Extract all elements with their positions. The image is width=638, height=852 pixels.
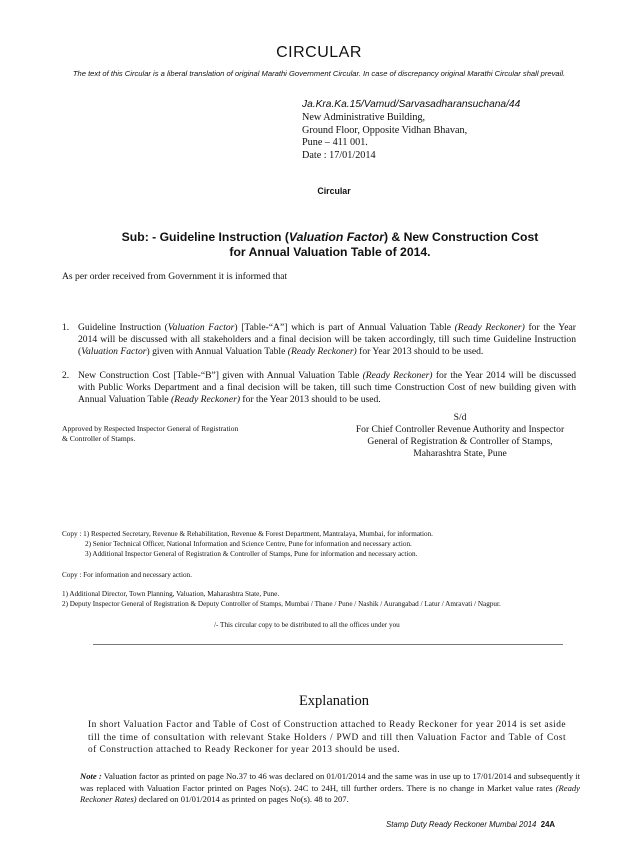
- copy-info: Copy : For information and necessary action.: [62, 571, 192, 579]
- signatory-line: General of Registration & Controller of Stamps,: [367, 436, 553, 447]
- subject-heading: [60, 230, 600, 260]
- subject-text: ) & New Construction Cost: [383, 230, 539, 244]
- explanation-text: In short Valuation Factor and Table of Cost of Construction attached to Ready Reckoner for year 2014 is set aside till the time of consultation with relevant Stake Holders / PWD and till then Valuation Factor and Table of Cost of Construction attached to Ready Reckoner for year 2013 should be used.: [88, 720, 566, 756]
- distribution-note: /- This circular copy to be distributed to all the offices under you: [214, 621, 400, 629]
- signatory-line: Maharashtra State, Pune: [413, 448, 507, 459]
- approval-note: [62, 424, 282, 444]
- copy-item: 3) Additional Inspector General of Registration & Controller of Stamps, Pune for information and necessary action.: [85, 550, 418, 559]
- recipient-item: 1) Additional Director, Town Planning, Valuation, Maharashtra State, Pune.: [62, 590, 280, 598]
- paragraph-1: [62, 322, 576, 359]
- circular-date: Date : 17/01/2014: [302, 150, 376, 162]
- paragraph-number: 2.: [62, 370, 70, 381]
- copy-item: 2) Senior Technical Officer, National Information and Science Centre, Pune for information and necessary action.: [85, 540, 412, 549]
- recipient-list: [62, 589, 582, 610]
- page-footer: [386, 820, 555, 829]
- paragraph-number: 1.: [62, 322, 70, 333]
- section-divider: [93, 644, 563, 645]
- approval-line: Approved by Respected Inspector General of Registration: [62, 424, 239, 433]
- subject-italic: Valuation Factor: [288, 230, 384, 244]
- circular-label: Circular: [317, 186, 351, 196]
- signed-mark: S/d: [453, 412, 467, 423]
- page-number: 24A: [540, 820, 556, 829]
- intro-text: As per order received from Government it is informed that: [62, 271, 288, 282]
- recipient-item: 2) Deputy Inspector General of Registration & Deputy Controller of Stamps, Mumbai / Thane / Pune / Nashik / Aurangabad / Latur / Amravati / Nagpur.: [62, 600, 501, 609]
- document-title: CIRCULAR: [276, 44, 362, 61]
- address-line: Ground Floor, Opposite Vidhan Bhavan,: [302, 124, 468, 136]
- note-label: Note :: [80, 771, 102, 781]
- approval-line: & Controller of Stamps.: [62, 434, 136, 443]
- signature-block: [330, 412, 590, 460]
- signatory-line: For Chief Controller Revenue Authority and Inspector: [355, 424, 565, 435]
- address-line: Pune – 411 001.: [302, 137, 368, 149]
- subject-line2: for Annual Valuation Table of 2014.: [229, 245, 431, 259]
- paragraph-2: [62, 370, 576, 407]
- address-line: New Administrative Building,: [302, 111, 426, 123]
- explanation-heading: Explanation: [298, 693, 370, 709]
- copy-item: Copy : 1) Respected Secretary, Revenue & Rehabilitation, Revenue & Forest Department, Mantralaya, Mumbai, for information.: [62, 530, 433, 538]
- footer-text: Stamp Duty Ready Reckoner Mumbai 2014: [386, 820, 537, 829]
- reference-block: [302, 99, 520, 163]
- paragraph-text: Guideline Instruction (Valuation Factor) [Table-“A”] which is part of Annual Valuation Table (Ready Reckoner) for the Year 2014 will be discussed with all stakeholders and a final decision will be taken accordingly, till such time Guideline Instruction (Valuation Factor) given with Annual Valuation Table (Ready Reckoner) for Year 2013 should to be used.: [78, 322, 576, 358]
- paragraph-text: New Construction Cost [Table-“B”] given with Annual Valuation Table (Ready Reckoner) for the Year 2014 will be discussed with Public Works Department and a final decision will be taken, till such time Construction Cost of new building given with Annual Valuation Table (Ready Reckoner) for the Year 2013 should to be used.: [78, 370, 576, 406]
- copy-list: [62, 529, 582, 560]
- note-paragraph: Note : Valuation factor as printed on page No.37 to 46 was declared on 01/01/2014 and the same was in use up to 17/01/2014 and subsequently it was replaced with Valuation Factor printed on Pages No(s). 24C to 24H, till further orders. There is no change in Market value rates (Ready Reckoner Rates) declared on 01/01/2014 as printed on pages No(s). 48 to 207.: [80, 771, 581, 805]
- reference-number: Ja.Kra.Ka.15/Vamud/Sarvasadharansuchana/44: [302, 99, 521, 110]
- subject-text: Sub: - Guideline Instruction (: [121, 230, 289, 244]
- translation-disclaimer: The text of this Circular is a liberal translation of original Marathi Government Circular. In case of discrepancy original Marathi Circular shall prevail.: [72, 69, 566, 78]
